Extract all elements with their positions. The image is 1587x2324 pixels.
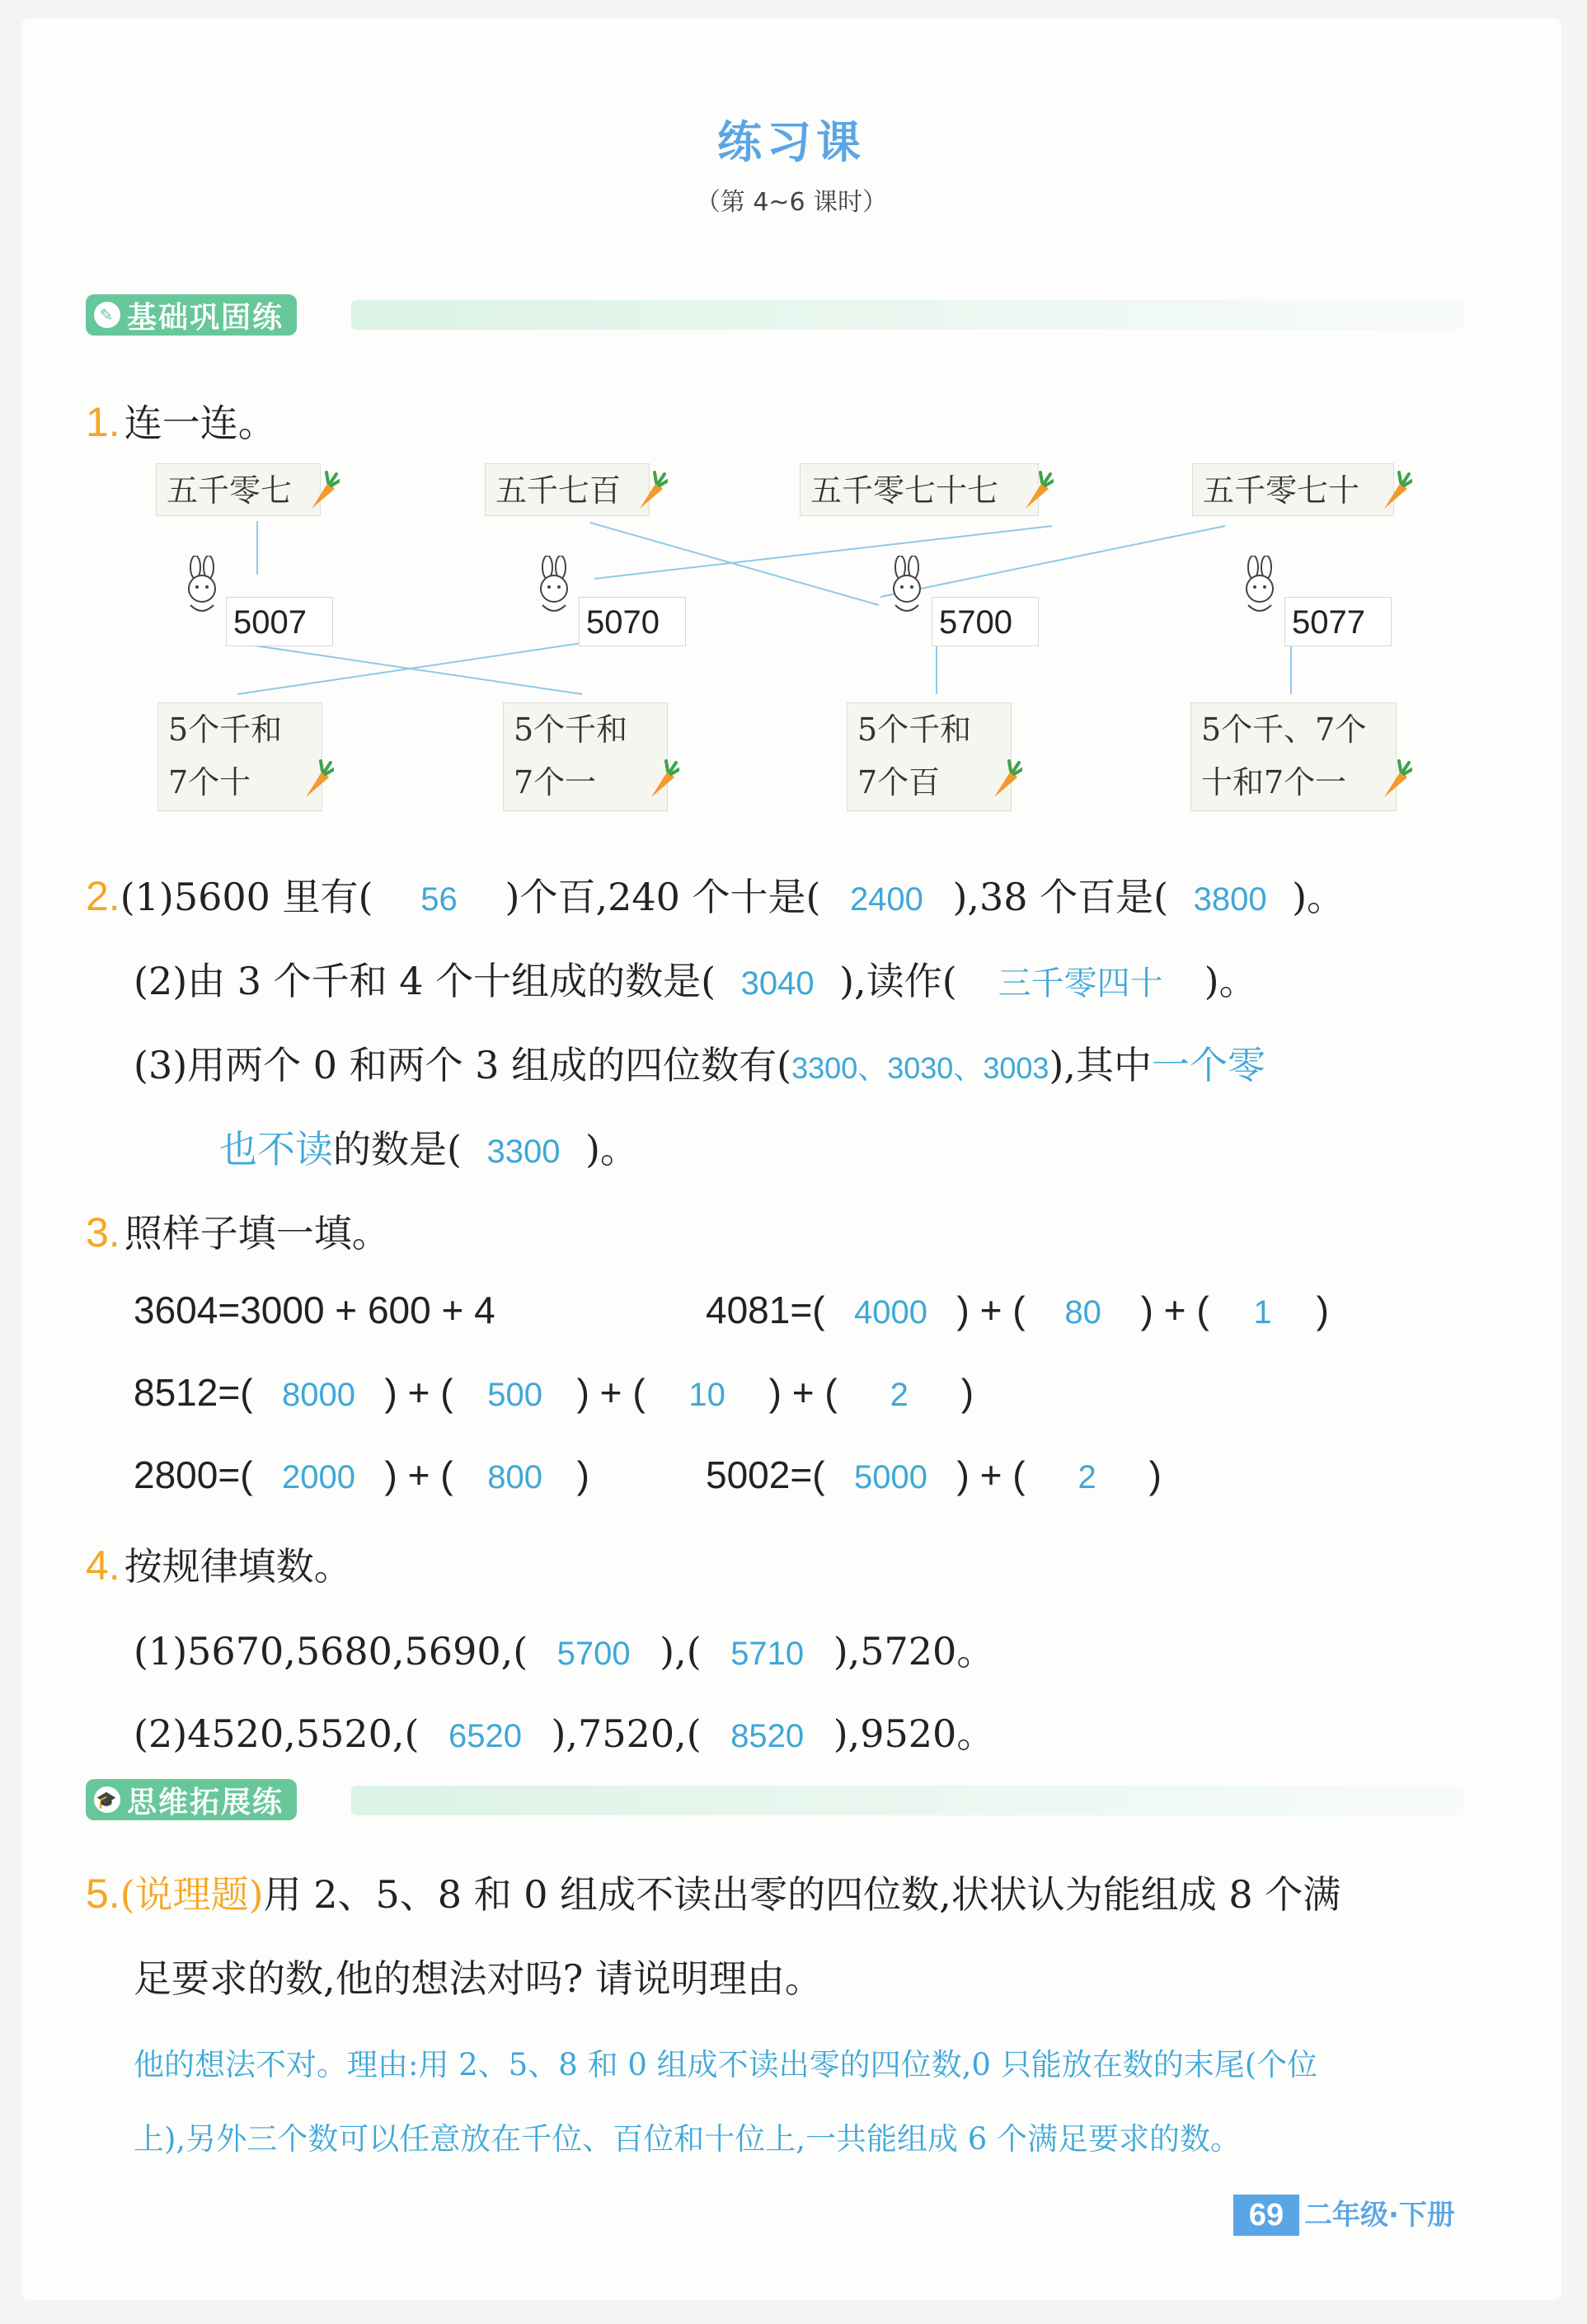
question-2-part-1	[86, 867, 1345, 922]
text: )。	[1204, 959, 1257, 1003]
text: 2800=(	[134, 1453, 253, 1496]
number-card: 5077	[1284, 597, 1392, 646]
text: ) + (	[768, 1371, 838, 1414]
bottom-label-line: 5个千和	[514, 711, 628, 748]
worksheet-page	[21, 18, 1561, 2300]
answer: 2400	[849, 881, 923, 918]
question-prompt: 照样子填一填。	[124, 1211, 390, 1256]
question-number: 5.	[86, 1871, 120, 1917]
equation	[134, 1370, 974, 1415]
answer: 6520	[448, 1718, 522, 1754]
text: ) + (	[956, 1289, 1026, 1331]
text: ) + (	[1140, 1289, 1209, 1331]
page-number: 69	[1233, 2195, 1299, 2236]
question-5	[86, 1865, 1340, 1919]
rabbit-icon	[879, 556, 937, 618]
text: 用 2、5、8 和 0 组成不读出零的四位数,状状认为能组成 8 个满	[263, 1872, 1341, 1917]
text: ),7520,(	[551, 1711, 702, 1756]
text: (2)由 3 个千和 4 个十组成的数是(	[134, 959, 716, 1003]
answer-explanation: 他的想法不对。理由:用 2、5、8 和 0 组成不读出零的四位数,0 只能放在数的末尾(个位	[134, 2047, 1318, 2082]
text: ),读作(	[839, 959, 957, 1003]
question-4-part-2	[134, 1704, 994, 1758]
question-4-part-1	[134, 1622, 994, 1676]
text: 8512=(	[134, 1371, 253, 1414]
text: )。	[585, 1127, 638, 1171]
answer: 800	[487, 1459, 542, 1495]
text: 的数是(	[333, 1127, 462, 1171]
top-label: 五千七百	[485, 463, 650, 516]
text: ),(	[660, 1629, 702, 1674]
text: 4081=(	[706, 1289, 825, 1331]
top-label: 五千零七十七	[800, 463, 1039, 516]
graduation-cap-icon: 🎓	[94, 1786, 120, 1813]
text: ) + (	[384, 1371, 453, 1414]
grade-label: 二年级·下册	[1304, 2199, 1455, 2232]
pencil-icon: ✎	[94, 302, 120, 328]
bottom-label-line: 7个百	[857, 764, 941, 800]
match-line	[590, 523, 879, 605]
question-2-part-3	[134, 1035, 1265, 1090]
answer: 一个零	[1151, 1043, 1265, 1087]
question-number: 3.	[86, 1209, 120, 1256]
equation	[706, 1453, 1162, 1497]
question-5-cont: 足要求的数,他的想法对吗? 请说明理由。	[134, 1956, 823, 2001]
answer: 10	[688, 1377, 725, 1413]
question-4	[86, 1537, 352, 1591]
carrot-icon	[986, 756, 1022, 805]
answer: 80	[1064, 1294, 1101, 1331]
answer: 也不读	[219, 1127, 333, 1171]
question-number: 1.	[86, 399, 120, 445]
question-2-part-3-cont	[219, 1120, 638, 1174]
answer: 3800	[1193, 881, 1267, 918]
answer: 1	[1253, 1294, 1272, 1331]
carrot-icon	[303, 467, 340, 517]
text: ),38 个百是(	[952, 875, 1169, 919]
answer: 8000	[282, 1377, 355, 1413]
answer: 2	[890, 1377, 909, 1413]
rabbit-icon	[1232, 556, 1289, 618]
answer: 2	[1078, 1459, 1096, 1495]
equation	[706, 1288, 1329, 1332]
section-label: 思维拓展练	[127, 1785, 284, 1819]
answer: 5700	[556, 1636, 631, 1672]
carrot-icon	[1017, 467, 1054, 517]
text: ) + (	[384, 1453, 453, 1496]
answer: 8520	[730, 1718, 805, 1754]
bottom-label	[1190, 702, 1397, 811]
answer: 5000	[854, 1459, 927, 1495]
text: ),5720。	[833, 1629, 995, 1674]
text: 5002=(	[706, 1453, 825, 1496]
text: ) + (	[956, 1453, 1026, 1496]
section-label: 基础巩固练	[127, 300, 284, 335]
section-banner	[351, 1786, 1464, 1815]
question-number: 4.	[86, 1542, 120, 1589]
top-label: 五千零七十	[1192, 463, 1394, 516]
number-card: 5700	[932, 597, 1039, 646]
number-card: 5007	[226, 597, 333, 646]
text: ) + (	[576, 1371, 646, 1414]
answer: 56	[420, 881, 458, 918]
answer: 3040	[740, 965, 815, 1002]
carrot-icon	[643, 756, 679, 805]
text: )	[576, 1453, 589, 1496]
question-prompt: 连一连。	[124, 401, 276, 445]
rabbit-icon	[174, 556, 232, 618]
answer: 500	[487, 1377, 542, 1413]
text: )	[1316, 1289, 1329, 1331]
text: )	[960, 1371, 974, 1414]
carrot-icon	[632, 467, 668, 517]
page-subtitle: （第 4~6 课时）	[695, 188, 888, 217]
text: ),9520。	[833, 1711, 995, 1756]
text: )	[1148, 1453, 1162, 1496]
bottom-label-line: 5个千和	[168, 711, 283, 748]
carrot-icon	[1376, 467, 1412, 517]
answer: 3300	[486, 1134, 561, 1170]
carrot-icon	[298, 756, 334, 805]
match-line	[594, 526, 1052, 579]
text: (3)用两个 0 和两个 3 组成的四位数有(	[134, 1043, 792, 1087]
rabbit-icon	[526, 556, 584, 618]
answer: 4000	[854, 1294, 927, 1331]
question-tag: (说理题)	[120, 1872, 264, 1917]
top-label: 五千零七	[156, 463, 321, 516]
bottom-label-line: 7个一	[514, 764, 597, 800]
number-card: 5070	[579, 597, 686, 646]
carrot-icon	[1376, 756, 1412, 805]
answer-explanation: 上),另外三个数可以任意放在千位、百位和十位上,一共能组成 6 个满足要求的数。	[134, 2121, 1242, 2157]
equation	[134, 1453, 589, 1497]
page-title: 练习课	[717, 116, 866, 168]
text: (2)4520,5520,(	[134, 1711, 420, 1756]
text: )。	[1292, 875, 1345, 919]
section-badge-thinking	[86, 1779, 297, 1820]
text: ),其中	[1049, 1043, 1152, 1087]
bottom-label-line: 7个十	[168, 764, 251, 800]
question-2-part-2	[134, 951, 1257, 1006]
bottom-label-line: 十和7个一	[1201, 764, 1347, 800]
answer: 5710	[730, 1636, 805, 1672]
bottom-label-line: 5个千和	[857, 711, 972, 748]
answer: 2000	[282, 1459, 355, 1495]
text: (1)5670,5680,5690,(	[134, 1629, 528, 1674]
text: )个百,240 个十是(	[505, 875, 821, 919]
answer: 三千零四十	[998, 965, 1163, 1002]
example-equation: 3604=3000 + 600 + 4	[134, 1289, 495, 1331]
answer: 3300、3030、3003	[791, 1051, 1049, 1085]
question-3	[86, 1204, 390, 1258]
bottom-label-line: 5个千、7个	[1201, 711, 1367, 748]
text: (1)5600 里有(	[120, 875, 373, 919]
question-prompt: 按规律填数。	[124, 1544, 352, 1589]
question-number: 2.	[86, 873, 120, 919]
